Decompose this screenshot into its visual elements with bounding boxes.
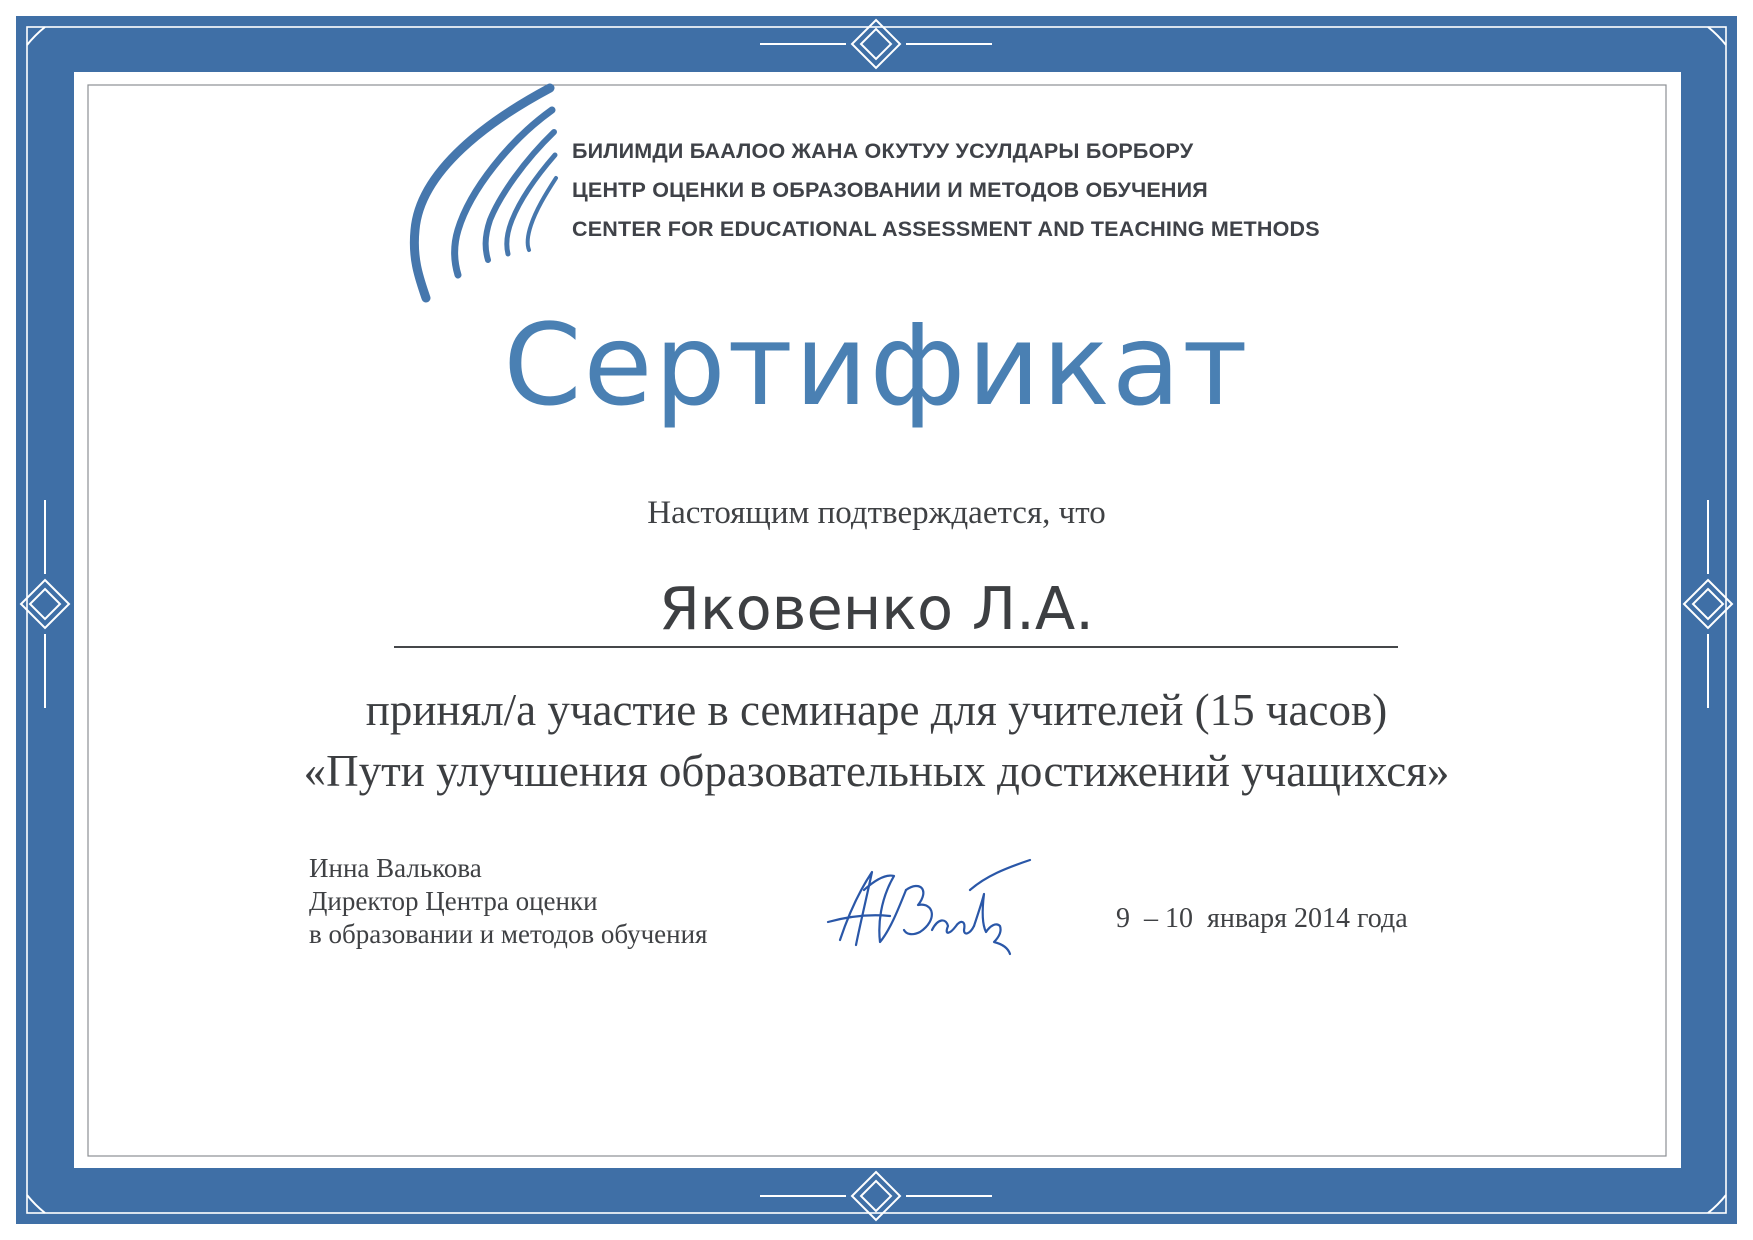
participation-statement: принял/а участие в семинаре для учителей (15 часов): [365, 685, 1388, 735]
seminar-date: 9 – 10 января 2014 года: [1116, 903, 1408, 934]
recipient-underline: [394, 646, 1398, 648]
signatory-position-line1: Директор Центра оценки: [309, 886, 598, 916]
organization-name-kyrgyz: БИЛИМДИ БААЛОО ЖАНА ОКУТУУ УСУЛДАРЫ БОРБОРУ: [572, 139, 1194, 163]
organization-name-russian: ЦЕНТР ОЦЕНКИ В ОБРАЗОВАНИИ И МЕТОДОВ ОБУЧЕНИЯ: [572, 178, 1208, 202]
handwritten-signature: [820, 850, 1050, 970]
recipient-name: Яковенко Л.А.: [658, 574, 1095, 643]
organization-name-english: CENTER FOR EDUCATIONAL ASSESSMENT AND TEACHING METHODS: [572, 217, 1320, 241]
certification-intro: Настоящим подтверждается, что: [647, 495, 1106, 531]
seminar-title: «Пути улучшения образовательных достижений учащихся»: [303, 746, 1450, 796]
swoosh-logo-icon: [400, 80, 570, 310]
signatory-name: Инна Валькова: [309, 853, 482, 883]
signatory-position-line2: в образовании и методов обучения: [309, 919, 708, 949]
certificate-title: Сертификат: [503, 301, 1250, 431]
